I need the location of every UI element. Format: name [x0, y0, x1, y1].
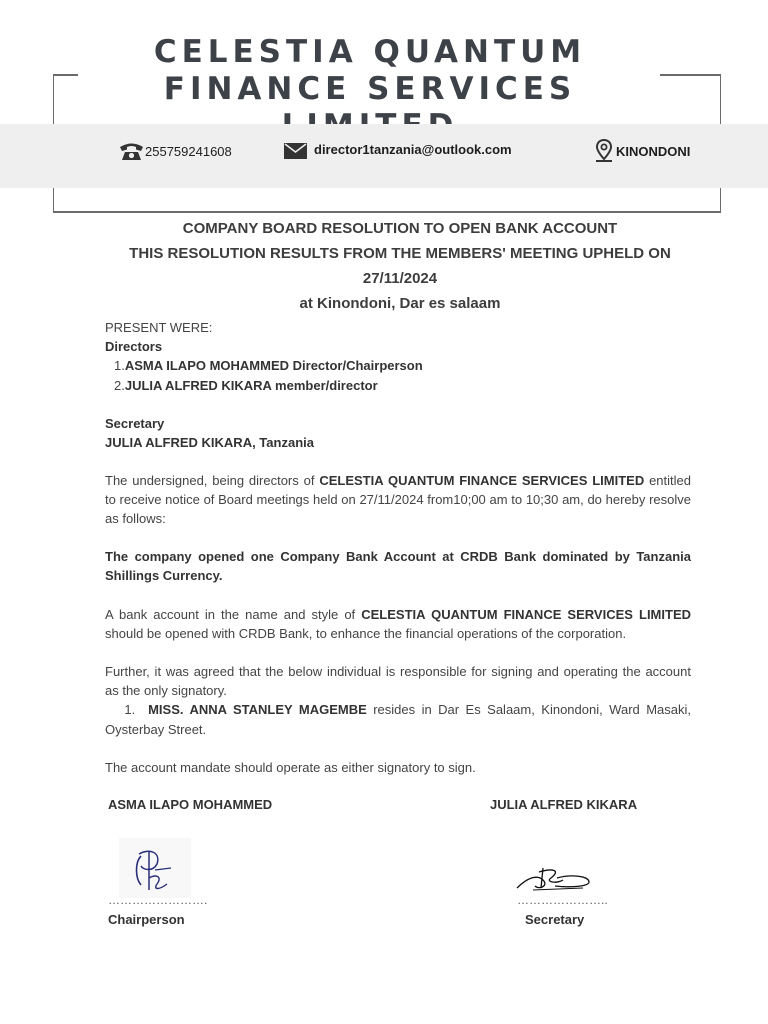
- secretary-label: Secretary: [525, 912, 585, 927]
- director-item: [105, 356, 691, 375]
- resolution-title-block: [100, 216, 700, 316]
- phone-icon: [118, 141, 145, 161]
- paragraph-text: A bank account in the name and style of: [105, 607, 362, 622]
- company-name-inline: CELESTIA QUANTUM FINANCE SERVICES LIMITED: [319, 473, 645, 488]
- paragraph-text: entitled to receive notice of Board meetings held on 27/11/2024 from10;00 am to 10;30 am, do hereby resolve as follows:: [105, 473, 691, 527]
- director-number: 2.: [114, 377, 125, 393]
- director-name: ASMA ILAPO MOHAMMED Director/Chairperson: [124, 358, 423, 374]
- header-rule-right: [660, 74, 721, 76]
- signatory-name: MISS. ANNA STANLEY MAGEMBE: [148, 702, 367, 718]
- meeting-place: at Kinondoni, Dar es salaam: [299, 295, 501, 312]
- paragraph-text: Further, it was agreed that the below individual is responsible for signing and operating the account as the only signatory.: [105, 664, 691, 699]
- paragraph-mandate: The account mandate should operate as either signatory to sign.: [105, 760, 476, 775]
- email-address: director1tanzania@outlook.com: [314, 141, 512, 157]
- signatory-number: 1.: [124, 702, 136, 718]
- secretary-signature: [513, 866, 593, 894]
- company-name-inline: CELESTIA QUANTUM FINANCE SERVICES LIMITED: [361, 607, 692, 622]
- signature-line-right: …………………..: [517, 893, 608, 907]
- resolution-title: COMPANY BOARD RESOLUTION TO OPEN BANK ACCOUNT: [182, 220, 618, 237]
- contact-email: [284, 139, 512, 163]
- secretary-label: Secretary: [105, 416, 165, 432]
- chairperson-signature: [119, 838, 191, 898]
- header-rule-left: [53, 74, 78, 76]
- signatory-address: resides in Dar Es Salaam, Kinondoni, Ward Masaki, Oysterbay Street.: [105, 702, 691, 737]
- company-name-line2: FINANCE SERVICES: [163, 71, 577, 107]
- envelope-icon: [284, 143, 307, 159]
- company-name-line1: CELESTIA QUANTUM: [153, 34, 587, 70]
- phone-number: 255759241608: [145, 143, 232, 159]
- paragraph-text: The undersigned, being directors of: [105, 473, 320, 488]
- resolution-subtitle: THIS RESOLUTION RESULTS FROM THE MEMBERS' MEETING UPHELD ON: [129, 245, 671, 262]
- paragraph-text: should be opened with CRDB Bank, to enhance the financial operations of the corporation.: [105, 626, 627, 642]
- contact-location: [595, 139, 690, 163]
- location-pin-icon: [595, 139, 613, 163]
- paragraph-undersigned: [105, 471, 691, 529]
- signatory-left-name: ASMA ILAPO MOHAMMED: [108, 797, 273, 812]
- signatory-right-name: JULIA ALFRED KIKARA: [490, 797, 638, 812]
- director-item: [105, 376, 691, 395]
- paragraph-bank-account: [105, 605, 691, 643]
- meeting-date: 27/11/2024: [362, 270, 438, 287]
- secretary-name: JULIA ALFRED KIKARA, Tanzania: [105, 435, 314, 451]
- attendance-section: [105, 318, 691, 452]
- paragraph-signatory: [105, 662, 691, 739]
- signature-line-left: …………………….: [108, 893, 208, 907]
- frame-border-bottom: [53, 211, 721, 213]
- directors-label: Directors: [105, 339, 163, 355]
- director-name: JULIA ALFRED KIKARA member/director: [124, 377, 378, 393]
- chairperson-label: Chairperson: [108, 912, 185, 927]
- paragraph-resolution: The company opened one Company Bank Account at CRDB Bank dominated by Tanzania Shillings Currency.: [105, 549, 691, 584]
- present-label: PRESENT WERE:: [105, 320, 213, 335]
- signatory-item: [105, 700, 691, 738]
- director-number: 1.: [114, 358, 125, 374]
- contact-phone: [118, 139, 232, 163]
- location-name: KINONDONI: [616, 143, 691, 159]
